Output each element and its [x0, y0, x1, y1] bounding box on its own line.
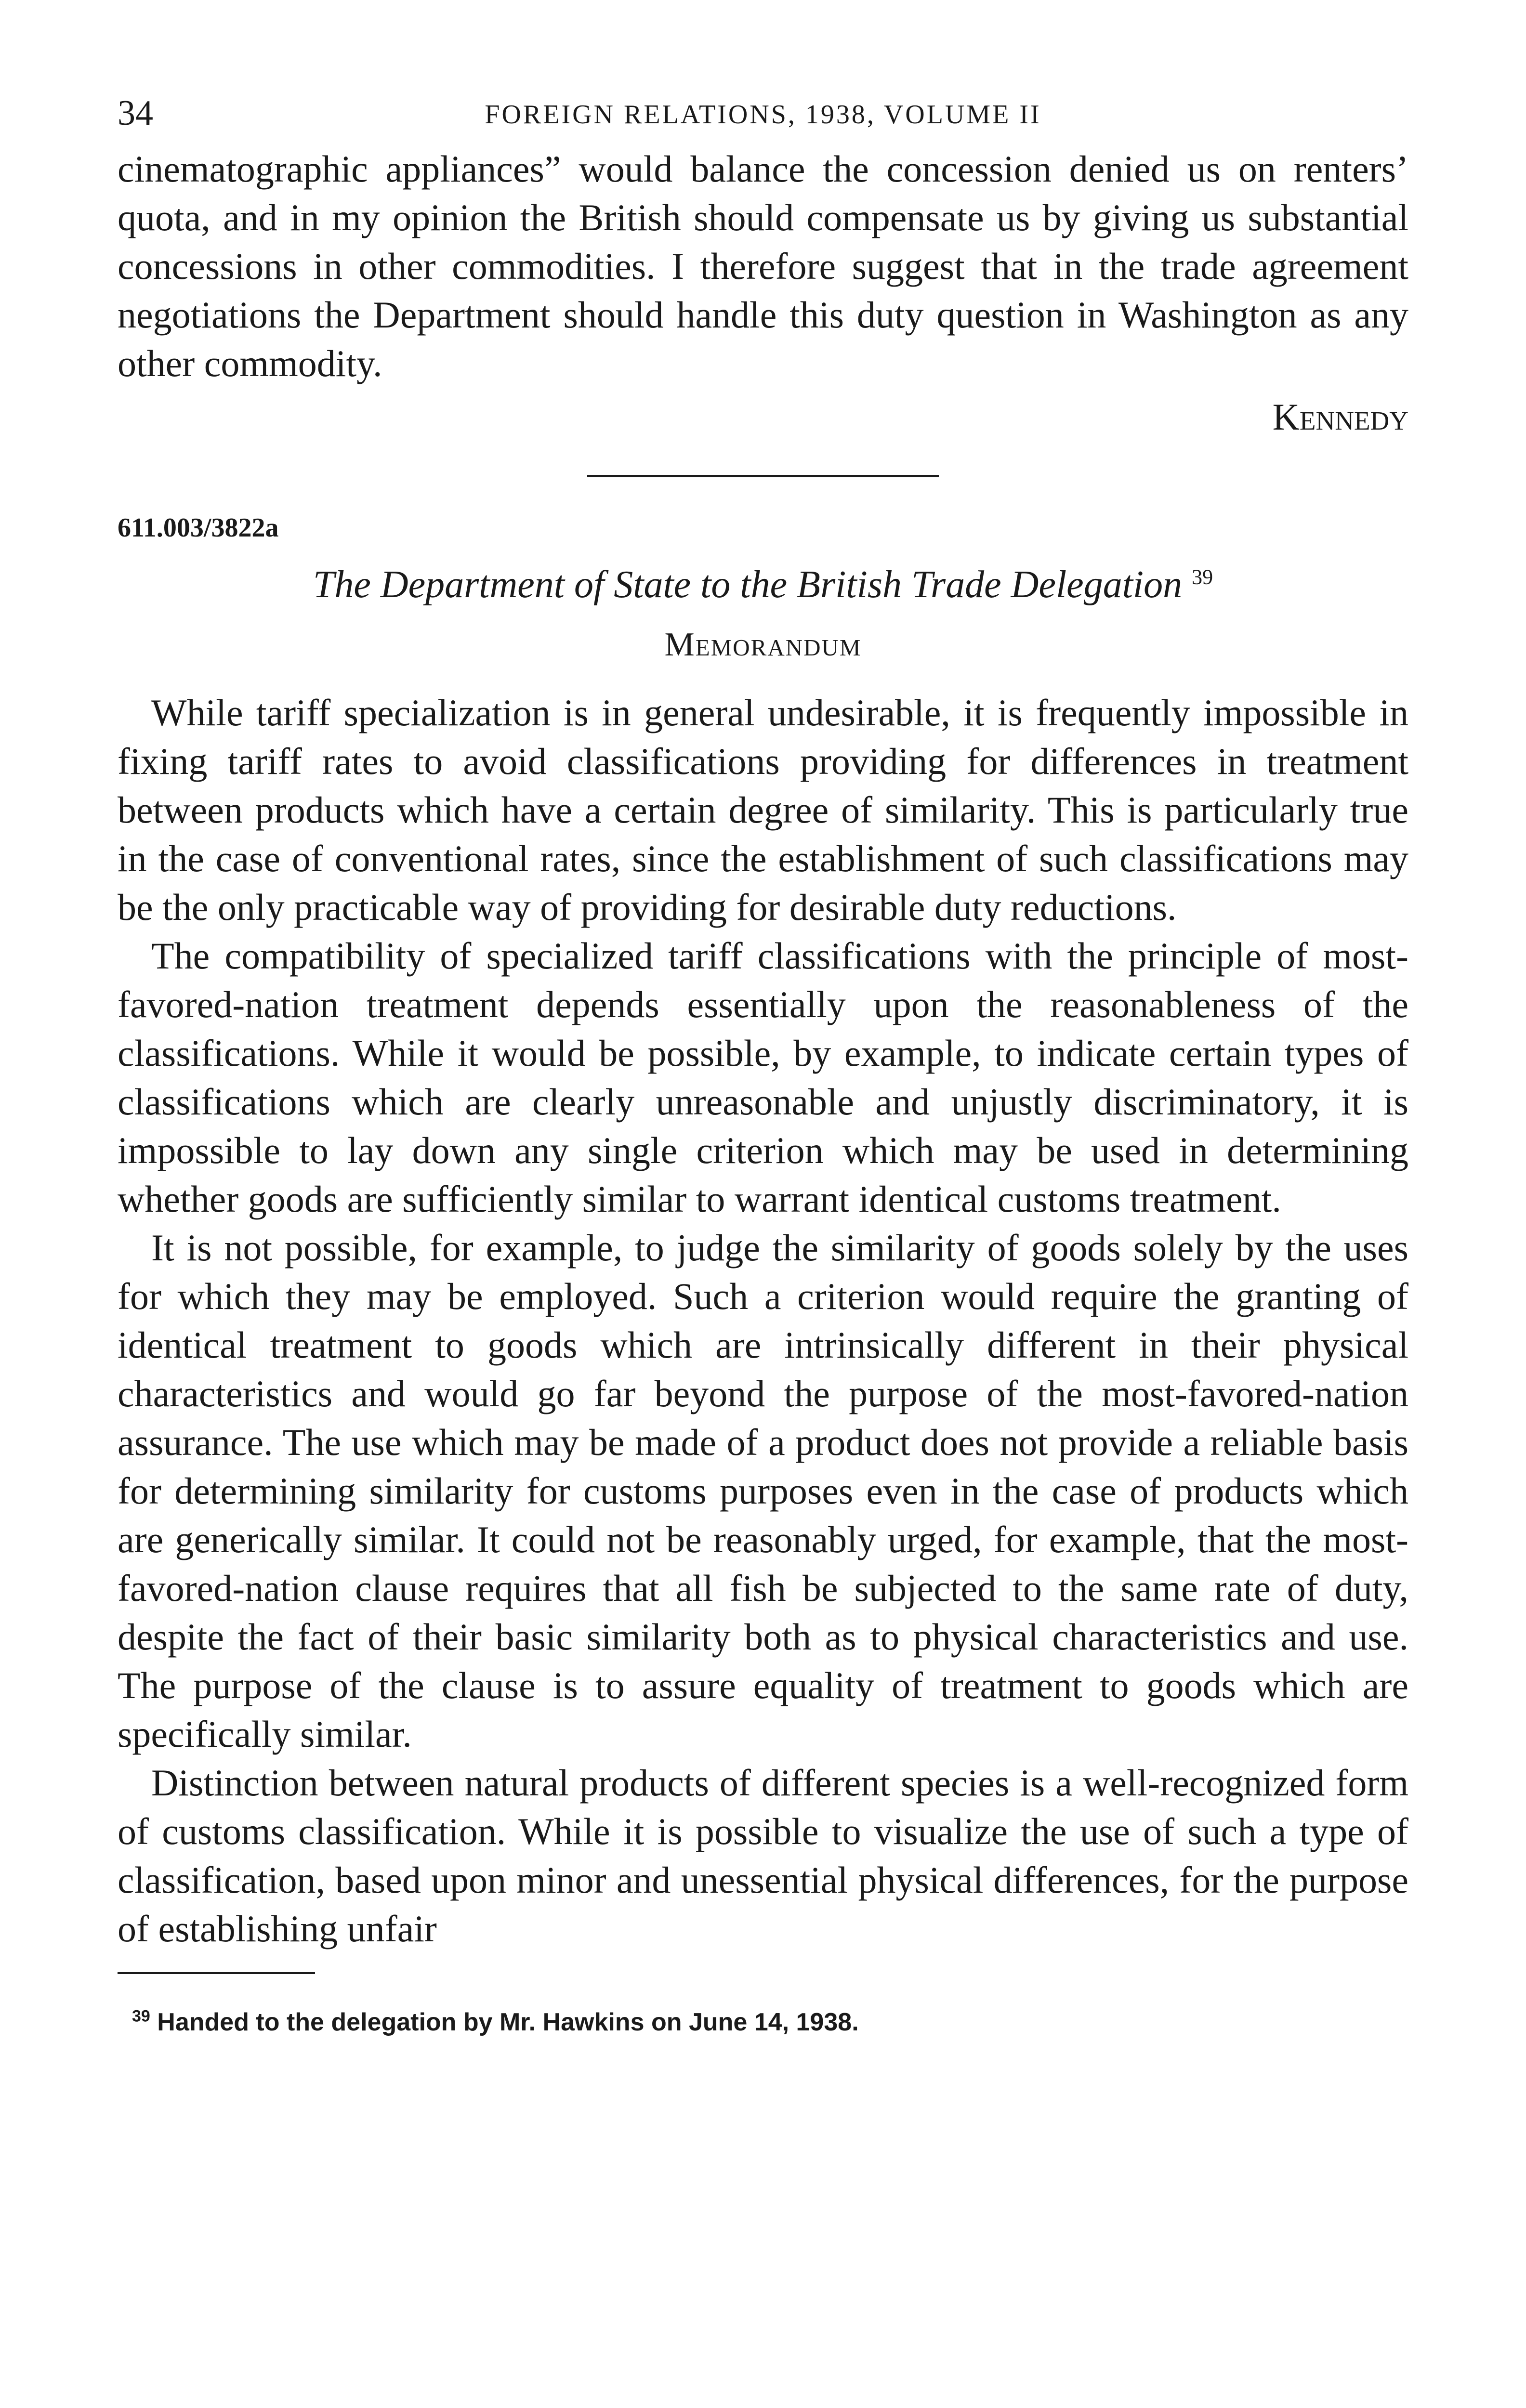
running-head: [118, 92, 1408, 144]
footnote-reference: 39: [1192, 565, 1213, 589]
footnote-divider: [118, 1972, 315, 1974]
body-paragraph-2: The compatibility of specialized tariff classifications with the principle of most-favored-nation treatment depends essentially upon the reasonableness of the classifications. While it would be possible, by example, to indicate certain types of classifications which are clearly unreasonable and unjustly discriminatory, it is impossible to lay down any single criterion which may be used in determining whether goods are sufficiently similar to warrant identical customs treatment.: [118, 935, 1408, 1220]
signature: Kennedy: [1272, 396, 1408, 438]
body-paragraph-4: Distinction between natural products of different species is a well-recognized form of customs classification. While it is possible to visualize the use of such a type of classification, based upon minor and unessential physical differences, for the purpose of establishing unfair: [118, 1762, 1408, 1950]
continued-paragraph: cinematographic appliances” would balance the concession denied us on renters’ quota, and in my opinion the British should compensate us by giving us substantial concessions in other commodities. I therefore suggest that in the trade agreement negotiations the Department should handle this duty question in Washington as any other commodity.: [118, 148, 1408, 384]
body-paragraph-1: While tariff specialization is in general undesirable, it is frequently impossible in fixing tariff rates to avoid classifications providing for differences in treatment between products which have a certain degree of similarity. This is particularly true in the case of conventional rates, since the establishment of such classifications may be the only practicable way of providing for desirable duty reductions.: [118, 692, 1408, 928]
section-divider: [587, 475, 939, 477]
document-page: [118, 92, 1408, 2042]
memorandum-heading: Memorandum: [664, 626, 862, 663]
footnote-text: Handed to the delegation by Mr. Hawkins on June 14, 1938.: [157, 2008, 859, 2036]
body-paragraph-3: It is not possible, for example, to judge the similarity of goods solely by the uses for which they may be employed. Such a criterion would require the granting of identical treatment to goods which are intrinsically different in their physical characteristics and would go far beyond the purpose of the most-favored-nation assurance. The use which may be made of a product does not provide a reliable basis for determining similarity for customs purposes even in the case of products which are generically similar. It could not be reasonably urged, for example, that the most-favored-nation clause requires that all fish be subjected to the same rate of duty, despite the fact of their basic similarity both as to physical characteristics and use. The purpose of the clause is to assure equality of treatment to goods which are specifically similar.: [118, 1227, 1408, 1755]
document-title: [118, 558, 1408, 611]
document-title-text: The Department of State to the British Trade Delegation: [313, 563, 1183, 606]
file-number: 611.003/3822a: [118, 513, 279, 543]
page-number: 34: [118, 93, 153, 133]
footnote-marker: 39: [132, 2007, 150, 2026]
footnote: [118, 2003, 1408, 2042]
running-head-title: FOREIGN RELATIONS, 1938, VOLUME II: [485, 100, 1041, 130]
